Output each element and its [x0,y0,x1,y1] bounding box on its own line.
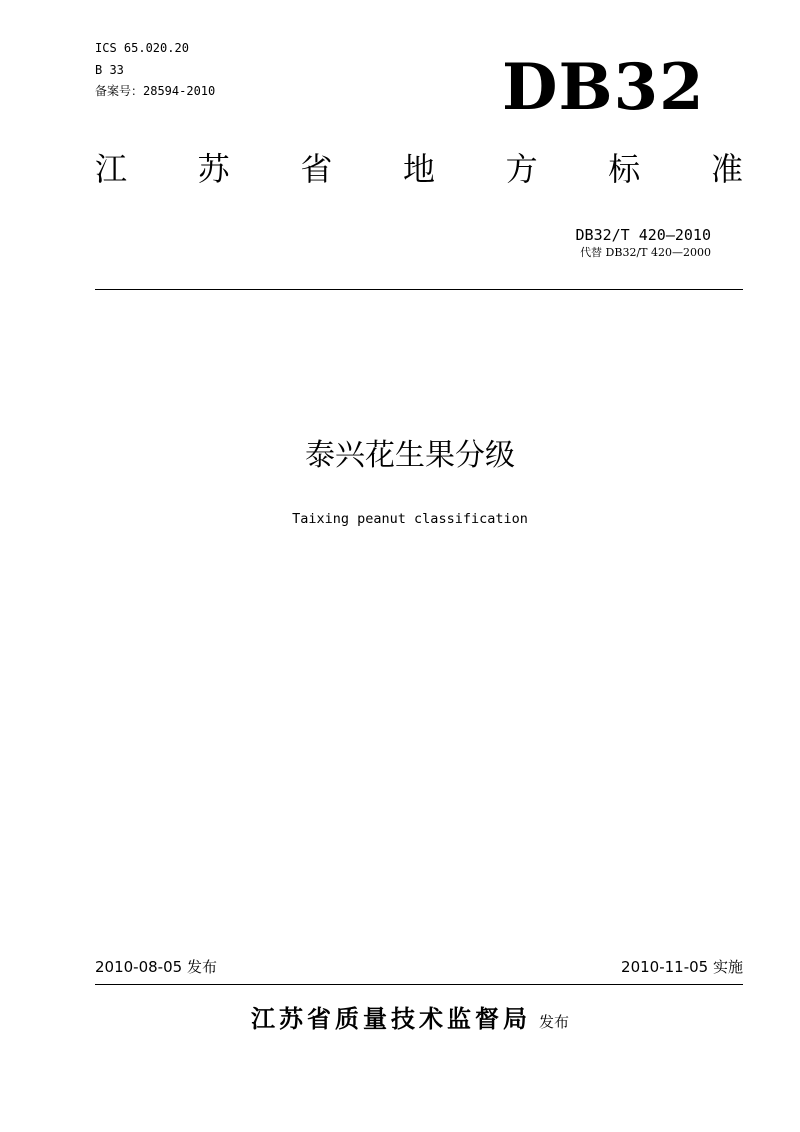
standard-code-logo: DB32 [502,50,705,125]
issuing-authority: 江苏省质量技术监督局 [250,1005,531,1033]
standard-number: DB32/T 420—2010 [575,226,711,244]
standard-kind-char: 准 [710,150,743,188]
issuer-suffix: 发布 [538,1013,569,1031]
standard-kind-char: 江 [95,150,128,188]
issuer-line [0,1002,800,1039]
document-title-english: Taixing peanut classification [292,511,528,527]
bottom-divider [95,984,743,985]
standard-kind-char: 省 [300,150,333,188]
standard-kind-heading [95,148,743,190]
replaces-standard: 代替 DB32/T 420—2000 [580,246,711,259]
ics-code: ICS 65.020.20 [95,41,189,55]
standard-kind-char: 苏 [197,150,230,188]
top-divider [95,289,743,290]
standard-kind-char: 地 [402,150,435,188]
standard-kind-char: 标 [608,150,641,188]
filing-number: 备案号：28594-2010 [95,84,216,98]
ccs-code: B 33 [95,63,124,77]
publish-date: 2010-08-05 发布 [95,958,217,976]
document-title-chinese: 泰兴花生果分级 [305,438,515,473]
standard-kind-char: 方 [505,150,538,188]
implementation-date: 2010-11-05 实施 [621,958,743,976]
